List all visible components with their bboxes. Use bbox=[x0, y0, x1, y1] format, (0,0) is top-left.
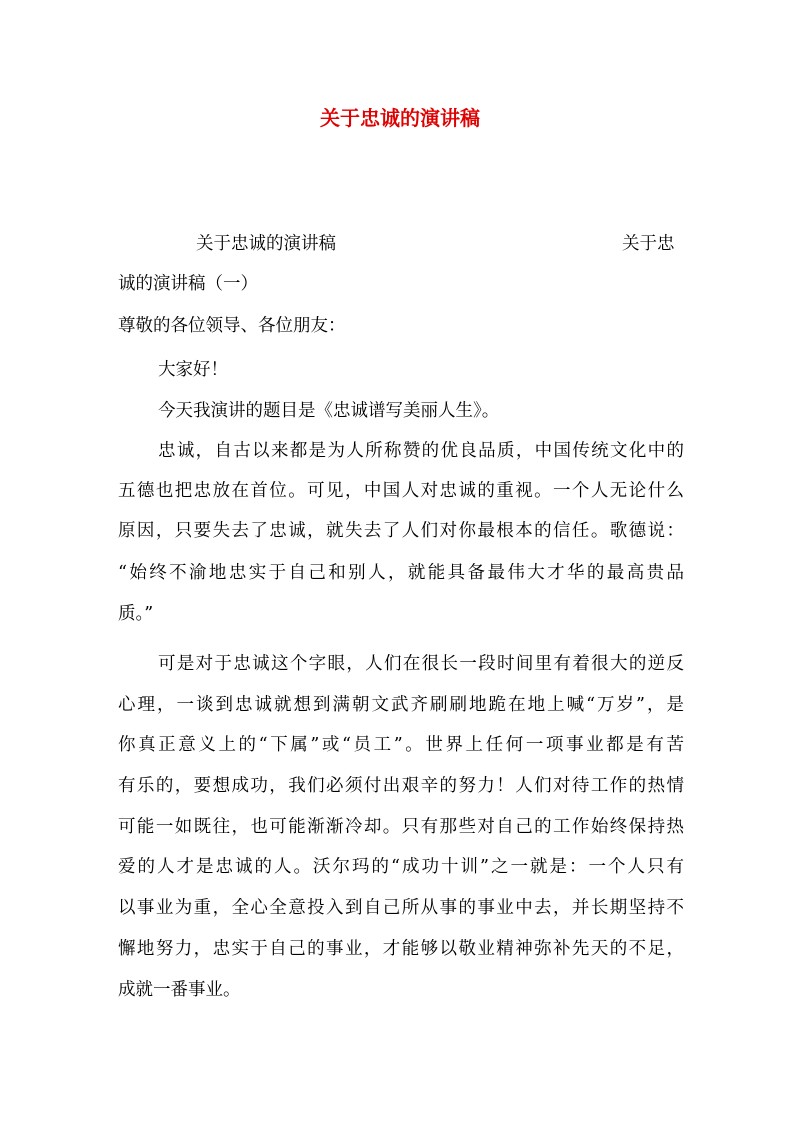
paragraph-1-line: 质。” bbox=[118, 604, 154, 624]
salutation: 尊敬的各位领导、各位朋友： bbox=[118, 316, 346, 336]
intro-line: 今天我演讲的题目是《忠诚谱写美丽人生》。 bbox=[158, 401, 500, 421]
paragraph-1-line: 原因，只要失去了忠诚，就失去了人们对你最根本的信任。歌德说： bbox=[118, 521, 684, 541]
paragraph-2-line: 你真正意义上的“下属”或“员工”。世界上任何一项事业都是有苦 bbox=[118, 735, 684, 755]
document-title: 关于忠诚的演讲稿 bbox=[320, 106, 480, 130]
paragraph-2-line: 成就一番事业。 bbox=[118, 980, 241, 1000]
paragraph-2-line: 心理，一谈到忠诚就想到满朝文武齐刷刷地跪在地上喊“万岁”，是 bbox=[118, 695, 684, 715]
greeting: 大家好！ bbox=[158, 360, 228, 380]
header-left: 关于忠诚的演讲稿 bbox=[196, 234, 336, 254]
paragraph-2-line: 可能一如既往，也可能渐渐冷却。只有那些对自己的工作始终保持热 bbox=[118, 817, 684, 837]
paragraph-2-line: 爱的人才是忠诚的人。沃尔玛的“成功十训”之一就是：一个人只有 bbox=[118, 857, 684, 877]
paragraph-2-line: 以事业为重，全心全意投入到自己所从事的事业中去，并长期坚持不 bbox=[118, 898, 684, 918]
header-continuation: 诚的演讲稿（一） bbox=[118, 274, 258, 294]
paragraph-2-line: 有乐的，要想成功，我们必须付出艰辛的努力！人们对待工作的热情 bbox=[118, 776, 684, 796]
paragraph-2-line: 可是对于忠诚这个字眼，人们在很长一段时间里有着很大的逆反 bbox=[158, 654, 684, 674]
paragraph-1-line: 五德也把忠放在首位。可见，中国人对忠诚的重视。一个人无论什么 bbox=[118, 481, 684, 501]
header-right: 关于忠 bbox=[622, 234, 675, 254]
paragraph-1-line: 忠诚，自古以来都是为人所称赞的优良品质，中国传统文化中的 bbox=[158, 441, 684, 461]
paragraph-2-line: 懈地努力，忠实于自己的事业，才能够以敬业精神弥补先天的不足， bbox=[118, 939, 684, 959]
paragraph-1-line: “始终不渝地忠实于自己和别人，就能具备最伟大才华的最高贵品 bbox=[118, 563, 684, 583]
